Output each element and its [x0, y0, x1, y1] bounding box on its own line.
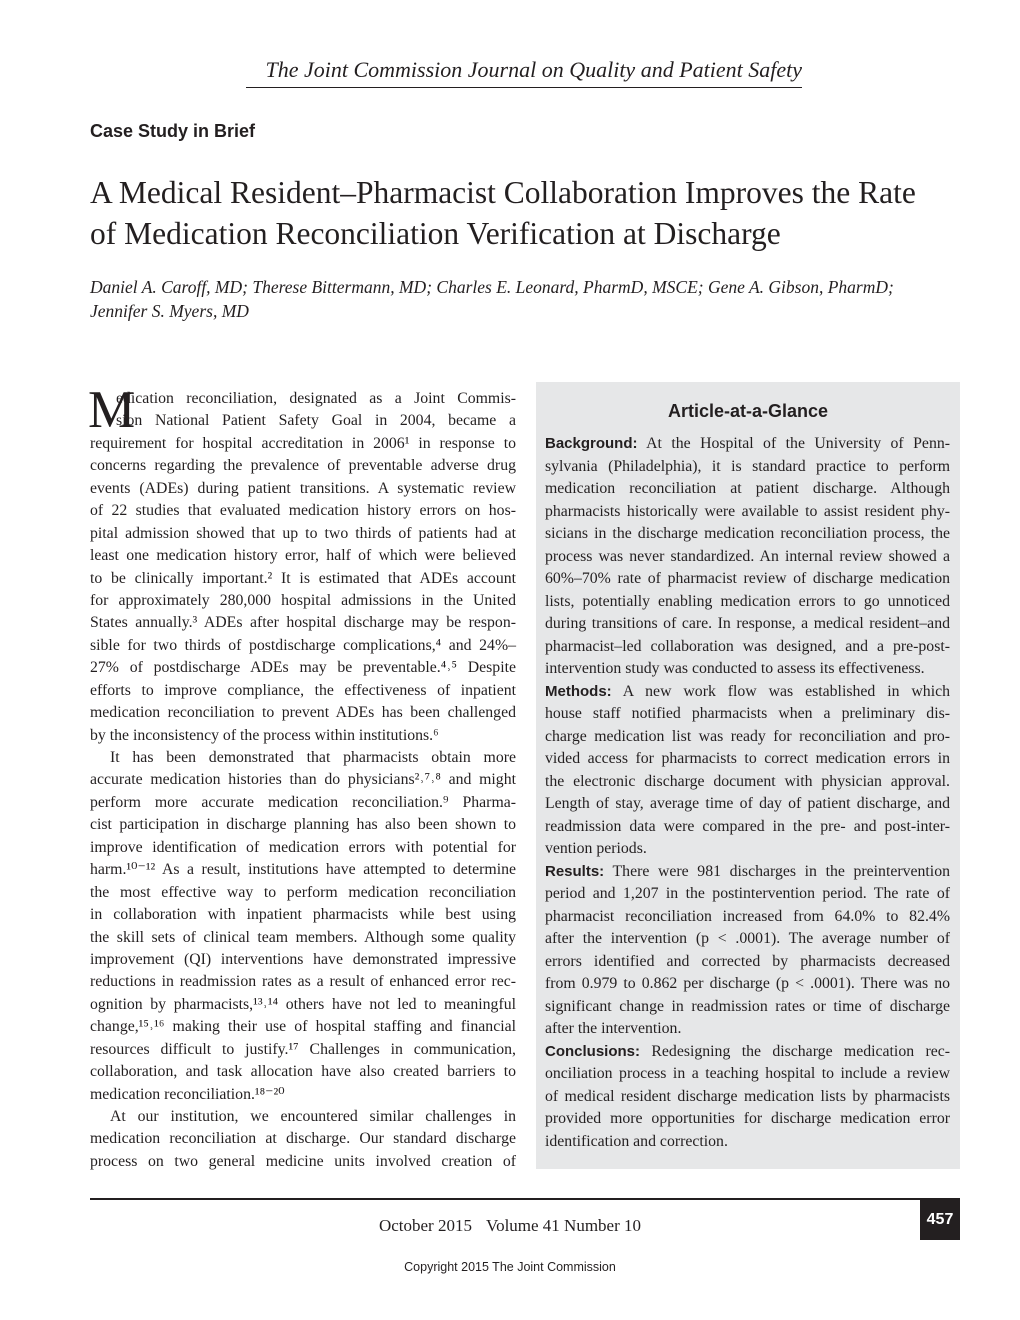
- results-line: after the intervention (p < .0001). The average number of: [545, 930, 950, 947]
- conclusions-line: [545, 1041, 950, 1064]
- article-at-a-glance-box: [536, 382, 960, 1169]
- body-line: medication reconciliation to prevent ADEs has been challenged: [90, 704, 516, 722]
- methods-line: the electronic discharge document with physician approval.: [545, 772, 950, 790]
- body-line: ognition by pharmacists,¹³˒¹⁴ others have not led to meaningful: [90, 995, 516, 1013]
- results-text: There were 981 discharges in the preintervention: [612, 862, 950, 880]
- body-line: perform more accurate medication reconciliation.⁹ Pharma-: [90, 793, 516, 811]
- body-line: sion National Patient Safety Goal in 2004, became a: [116, 412, 516, 430]
- body-line: 27% of postdischarge ADEs may be preventable.⁴˒⁵ Despite: [90, 659, 516, 677]
- author-line: Daniel A. Caroff, MD; Therese Bittermann, MD; Charles E. Leonard, PharmD, MSCE; Gene A. Gibson, PharmD;: [90, 277, 894, 297]
- body-line: least one medication history error, half of which were believed: [90, 547, 516, 565]
- results-label: Results:: [545, 862, 605, 880]
- title-line: A Medical Resident–Pharmacist Collaboration Improves the Rate: [90, 175, 916, 210]
- results-line: from 0.979 to 0.862 per discharge (p < .0001). There was no: [545, 975, 950, 992]
- methods-line: Length of stay, average time of day of patient discharge, and: [545, 795, 950, 812]
- body-line: cist participation in discharge planning has also been shown to: [90, 816, 516, 834]
- body-line: in collaboration with inpatient pharmacists while best using: [90, 906, 516, 924]
- body-line: concerns regarding the prevalence of preventable adverse drug: [90, 457, 516, 475]
- body-line: medication reconciliation at discharge. Our standard discharge: [90, 1130, 516, 1148]
- conclusions-line: provided more opportunities for discharge medication error: [545, 1110, 950, 1127]
- body-line: events (ADEs) during patient transitions. A systematic review: [90, 479, 516, 497]
- glance-text: [545, 433, 950, 1153]
- background-line: 60%–70% rate of pharmacist review of discharge medication: [545, 570, 950, 587]
- body-line: sible for two thirds of postdischarge complications,⁴ and 24%–: [90, 636, 516, 654]
- results-line: [545, 861, 950, 884]
- body-line: change,¹⁵˒¹⁶ making their use of hospital staffing and financial: [90, 1018, 516, 1036]
- body-line: the most effective way to perform medication reconciliation: [90, 883, 516, 901]
- footer-issue: [0, 1214, 1020, 1238]
- background-line: pharmacist–led collaboration was designed, and a pre-post-: [545, 637, 950, 655]
- background-line: sicians in the discharge medication reconciliation process, the: [545, 525, 950, 542]
- body-line: resources difficult to justify.¹⁷ Challenges in communication,: [90, 1040, 516, 1058]
- body-line: States annually.³ ADEs after hospital discharge may be respon-: [90, 614, 516, 632]
- body-line: It has been demonstrated that pharmacists obtain more: [110, 749, 516, 766]
- author-list: [90, 275, 950, 323]
- background-line: sylvania (Philadelphia), it is standard practice to perform: [545, 457, 950, 475]
- results-line: pharmacist reconciliation increased from 64.0% to 82.4%: [545, 907, 950, 925]
- body-line: by the inconsistency of the process within institutions.⁶: [90, 726, 439, 744]
- body-line: At our institution, we encountered similar challenges in: [110, 1108, 516, 1125]
- conclusions-line: onciliation process in a teaching hospital to include a review: [545, 1065, 950, 1082]
- background-text: At the Hospital of the University of Penn-: [646, 435, 950, 452]
- body-line: improve identification of medication errors with potential for: [90, 838, 516, 856]
- background-line: medication reconciliation at patient discharge. Although: [545, 480, 950, 497]
- issue-date: October 2015: [378, 1216, 472, 1235]
- background-label: Background:: [545, 435, 638, 452]
- title-line: of Medication Reconciliation Verification at Discharge: [90, 216, 781, 251]
- drop-cap: M: [88, 381, 136, 439]
- methods-line: vention periods.: [545, 840, 647, 857]
- results-line: errors identified and corrected by pharmacists decreased: [545, 952, 950, 970]
- results-line: after the intervention.: [545, 1020, 682, 1037]
- body-line: requirement for hospital accreditation in 2006¹ in response to: [90, 434, 516, 452]
- issue-volume: Volume 41 Number 10: [485, 1216, 642, 1235]
- body-line: edication reconciliation, designated as a Joint Commis-: [116, 390, 516, 407]
- conclusions-text: Redesigning the discharge medication rec-: [651, 1042, 951, 1060]
- body-line: efforts to improve compliance, the effectiveness of inpatient: [90, 681, 516, 699]
- body-line: the skill sets of clinical team members. Although some quality: [90, 928, 516, 946]
- results-line: period and 1,207 in the postintervention period. The rate of: [545, 885, 950, 902]
- body-line: medication reconciliation.¹⁸⁻²⁰: [90, 1085, 285, 1103]
- conclusions-line: identification and correction.: [545, 1132, 728, 1150]
- body-line: improvement (QI) interventions have demonstrated impressive: [90, 950, 516, 968]
- journal-title: The Joint Commission Journal on Quality and Patient Safety: [246, 55, 802, 88]
- body-line: harm.¹⁰⁻¹² As a result, institutions have attempted to determine: [90, 861, 516, 879]
- background-line: during transitions of care. In response, a medical resident–and: [545, 615, 950, 632]
- conclusions-label: Conclusions:: [545, 1042, 641, 1060]
- section-label: Case Study in Brief: [90, 121, 256, 141]
- body-line: accurate medication histories than do physicians²˒⁷˒⁸ and might: [90, 771, 516, 789]
- results-line: significant change in readmission rates or time of discharge: [545, 997, 950, 1015]
- glance-title: Article-at-a-Glance: [667, 401, 829, 421]
- background-line: intervention study was conducted to assess its effectiveness.: [545, 660, 925, 677]
- author-line: Jennifer S. Myers, MD: [90, 301, 249, 321]
- background-line: lists, potentially enabling medication errors to go unnoticed: [545, 592, 950, 610]
- body-line: collaboration, and task allocation have also created barriers to: [90, 1063, 516, 1081]
- article-title: [90, 172, 950, 254]
- footer-rule: [90, 1198, 960, 1200]
- copyright: Copyright 2015 The Joint Commission: [404, 1260, 616, 1274]
- body-line: pital admission showed that up to two thirds of patients had at: [90, 524, 516, 542]
- methods-text: A new work flow was established in which: [622, 682, 951, 700]
- body-line: for approximately 280,000 hospital admissions in the United: [90, 591, 516, 609]
- page-number: 457: [920, 1200, 960, 1240]
- conclusions-line: of medical resident discharge medication lists by pharmacists: [545, 1087, 950, 1105]
- background-line: [545, 433, 950, 456]
- methods-line: [545, 681, 950, 704]
- body-line: of 22 studies that evaluated medication history errors on hos-: [90, 502, 516, 520]
- background-line: process was never standardized. An internal review showed a: [545, 547, 950, 565]
- background-line: pharmacists historically were available to assist resident phy-: [545, 502, 950, 520]
- methods-line: charge medication list was ready for reconciliation and pro-: [545, 727, 950, 745]
- body-line: to be clinically important.² It is estimated that ADEs account: [90, 569, 516, 587]
- methods-line: vided access for pharmacists to correct medication errors in: [545, 750, 950, 767]
- methods-line: readmission data were compared in the pre- and post-inter-: [545, 817, 950, 835]
- body-line: process on two general medicine units involved creation of: [90, 1152, 516, 1170]
- body-text: [88, 381, 516, 1173]
- body-line: reductions in readmission rates as a result of enhanced error rec-: [90, 973, 516, 991]
- methods-label: Methods:: [545, 682, 612, 700]
- methods-line: house staff notified pharmacists when a preliminary dis-: [545, 705, 950, 722]
